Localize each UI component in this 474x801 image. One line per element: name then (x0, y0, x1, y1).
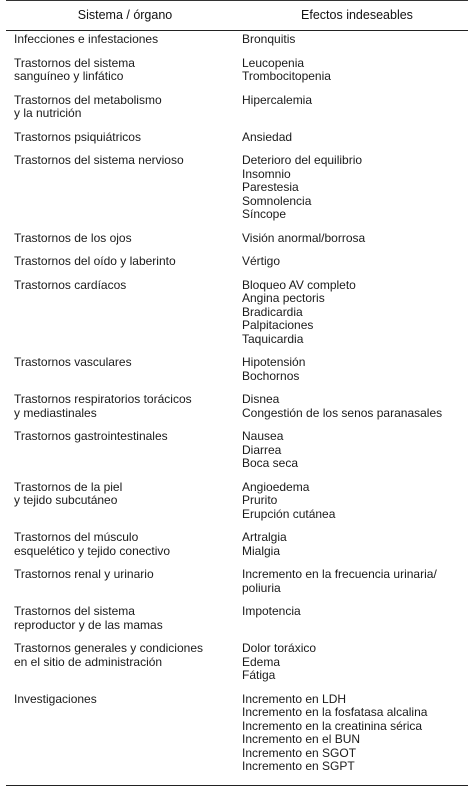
table-row (6, 356, 468, 383)
table-header-rule (6, 30, 468, 31)
effect-text: Fátiga (242, 668, 276, 682)
system-cell (6, 33, 234, 47)
effect-text: Incremento en SGPT (242, 759, 355, 773)
effect-text: Nausea (242, 429, 284, 443)
system-cell (6, 131, 234, 145)
effects-cell (234, 232, 468, 246)
system-text: Trastornos del sistema nervioso (14, 153, 184, 167)
effect-text: Incremento en la frecuencia urinaria/ (242, 567, 437, 581)
effect-text: Incremento en la creatinina sérica (242, 718, 423, 733)
effect-text: Incremento en la fosfatasa alcalina (242, 705, 428, 719)
effects-cell (234, 33, 468, 47)
effect-text: Mialgia (242, 543, 281, 558)
effects-cell (234, 605, 468, 632)
adverse-effects-table (6, 0, 468, 773)
effect-text: Palpitaciones (242, 318, 314, 332)
effect-text: Leucopenia (242, 55, 305, 70)
effect-text: Vértigo (242, 254, 281, 268)
system-text: Trastornos gastrointestinales (14, 429, 168, 443)
system-cell (6, 356, 234, 383)
effects-cell (234, 279, 468, 347)
effect-text: Deterioro del equilibrio (242, 153, 363, 167)
system-text: reproductor y de las mamas (14, 617, 163, 632)
system-text: y mediastinales (14, 405, 97, 420)
table-row (6, 531, 468, 558)
effects-cell (234, 131, 468, 145)
system-cell (6, 255, 234, 269)
table-row (6, 430, 468, 471)
system-text: Trastornos del músculo (14, 530, 139, 544)
effects-cell (234, 642, 468, 683)
system-text: Trastornos cardíacos (14, 277, 127, 292)
effect-text: Taquicardia (242, 331, 304, 346)
effect-text: Incremento en el BUN (242, 732, 361, 746)
effect-text: Incremento en LDH (242, 691, 347, 706)
effects-cell (234, 356, 468, 383)
effect-text: Bradicardia (242, 304, 303, 319)
effects-cell (234, 255, 468, 269)
effect-text: Trombocitopenia (242, 69, 331, 83)
table-row (6, 393, 468, 420)
effect-text: Bochornos (242, 368, 300, 383)
effect-text: Erupción cutánea (242, 506, 336, 521)
effects-cell (234, 154, 468, 222)
effect-text: Angina pectoris (242, 291, 325, 305)
effect-text: Síncope (242, 207, 287, 221)
system-cell (6, 430, 234, 471)
effects-cell (234, 57, 468, 84)
system-text: Trastornos del sistema (14, 55, 135, 70)
system-text: Trastornos vasculares (14, 355, 132, 369)
system-cell (6, 94, 234, 121)
effect-text: poliuria (242, 580, 281, 595)
system-cell (6, 393, 234, 420)
effects-cell (234, 531, 468, 558)
effect-text: Bloqueo AV completo (242, 277, 356, 292)
system-text: Trastornos del oído y laberinto (14, 254, 176, 268)
table-row (6, 279, 468, 347)
table-row (6, 232, 468, 246)
table-row (6, 693, 468, 774)
effect-text: Boca seca (242, 456, 299, 470)
system-text: Trastornos respiratorios torácicos (14, 392, 192, 406)
table-row (6, 255, 468, 269)
system-text: Trastornos generales y condiciones (14, 641, 203, 655)
system-text: esquelético y tejido conectivo (14, 543, 171, 558)
system-text: Investigaciones (14, 691, 97, 706)
table-row (6, 33, 468, 47)
table-row (6, 642, 468, 683)
system-text: Trastornos renal y urinario (14, 567, 154, 581)
system-cell (6, 57, 234, 84)
system-text: en el sitio de administración (14, 654, 163, 669)
system-text: y tejido subcutáneo (14, 493, 118, 507)
system-cell (6, 642, 234, 683)
effect-text: Artralgia (242, 530, 287, 544)
system-cell (6, 279, 234, 347)
system-cell (6, 605, 234, 632)
system-text: Trastornos de la piel (14, 479, 123, 494)
effect-text: Parestesia (242, 180, 299, 194)
header-system: Sistema / órgano (77, 8, 173, 22)
table-row (6, 57, 468, 84)
effects-cell (234, 481, 468, 522)
effect-text: Prurito (242, 493, 278, 507)
table-bottom-rule (6, 785, 468, 786)
table-top-rule (6, 0, 468, 1)
system-cell (6, 693, 234, 774)
effect-text: Edema (242, 654, 281, 669)
effects-cell (234, 693, 468, 774)
header-effects: Efectos indeseables (301, 8, 413, 22)
system-text: sanguíneo y linfático (14, 69, 124, 83)
system-cell (6, 531, 234, 558)
system-cell (6, 154, 234, 222)
table-row (6, 131, 468, 145)
effect-text: Congestión de los senos paranasales (242, 405, 443, 420)
effect-text: Impotencia (242, 604, 301, 618)
effect-text: Diarrea (242, 442, 282, 457)
effect-text: Ansiedad (242, 129, 293, 144)
effect-text: Angioedema (242, 479, 310, 494)
effect-text: Insomnio (242, 166, 291, 181)
system-cell (6, 232, 234, 246)
system-text: y la nutrición (14, 106, 82, 120)
table-row (6, 605, 468, 632)
effect-text: Visión anormal/borrosa (242, 230, 366, 245)
system-text: Trastornos psiquiátricos (14, 129, 141, 144)
effect-text: Hipotensión (242, 355, 306, 369)
effect-text: Dolor toráxico (242, 641, 317, 655)
system-cell (6, 481, 234, 522)
table-row (6, 94, 468, 121)
system-cell (6, 568, 234, 595)
effect-text: Somnolencia (242, 193, 312, 208)
system-text: Trastornos de los ojos (14, 230, 132, 245)
effects-cell (234, 430, 468, 471)
effects-cell (234, 94, 468, 121)
effects-cell (234, 393, 468, 420)
effect-text: Incremento en SGOT (242, 745, 357, 760)
effect-text: Disnea (242, 392, 280, 406)
effect-text: Bronquitis (242, 32, 296, 46)
table-row (6, 568, 468, 595)
table-header (6, 0, 468, 30)
table-row (6, 154, 468, 222)
system-text: Trastornos del metabolismo (14, 92, 162, 107)
system-text: Infecciones e infestaciones (14, 32, 159, 46)
system-text: Trastornos del sistema (14, 604, 135, 618)
table-row (6, 481, 468, 522)
effects-cell (234, 568, 468, 595)
table-body (6, 33, 468, 774)
effect-text: Hipercalemia (242, 92, 313, 107)
